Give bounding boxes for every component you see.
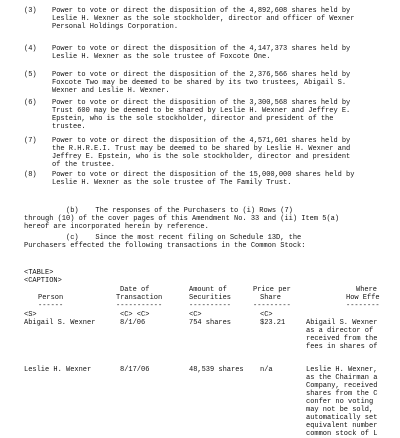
tag-s: <S> [24,311,37,319]
cell-amount: 754 shares [189,319,232,327]
item-text: Power to vote or direct the disposition of the 3,300,568 shares held by Trust 600 may be deemed to be shared by Leslie H. Wexner and Jeffrey E. Epstein, who is the sole stockholder, director and president of the trustee. [52,99,351,131]
cell-price: n/a [260,366,273,374]
transactions-table [24,269,400,438]
header-how-effected: How Effe [346,294,380,302]
header-transaction: Transaction [116,294,163,302]
item-number: (8) [24,171,37,179]
cell-person: Leslie H. Wexner [24,366,92,374]
item-text: Power to vote or direct the disposition of the 15,000,000 shares held by Leslie H. Wexner as the sole trustee of The Family Trust. [52,171,355,187]
item-number: (7) [24,137,37,145]
cell-amount: 48,539 shares [189,366,244,374]
header-price: Price per [253,286,291,294]
item-number: (4) [24,45,37,53]
cell-date: 8/17/06 [120,366,150,374]
header-where: Where [356,286,378,294]
item-text: Power to vote or direct the disposition of the 4,147,373 shares held by Leslie H. Wexner as the sole trustee of Foxcote One. [52,45,351,61]
cell-where: Leslie H. Wexner, as the Chairman a Company, received shares from the C confer no voting may not be sold, automatically set equivalent number common stock of L [306,366,378,438]
cell-date: 8/1/06 [120,319,146,327]
tag-c-date: <C> <C> [120,311,150,319]
header-amount: Amount of [189,286,227,294]
dash-person: ------ [38,302,64,310]
item-number: (6) [24,99,37,107]
header-person: Person [38,294,64,302]
cell-price: $23.21 [260,319,286,327]
dash-where: -------- [346,302,380,310]
header-securities: Securities [189,294,232,302]
item-number: (5) [24,71,37,79]
item-text: Power to vote or direct the disposition of the 4,892,608 shares held by Leslie H. Wexner as the sole stockholder, director and officer of Wexner Personal Holdings Corporation. [52,7,355,31]
cell-where: Abigail S. Wexner as a director of received from the fees in shares of [306,319,378,351]
header-date: Date of [120,286,150,294]
caption-tag: <CAPTION> [24,277,62,285]
table-tag: <TABLE> [24,269,54,277]
item-text: Power to vote or direct the disposition of the 2,376,566 shares held by Foxcote Two may be deemed to be shared by its two trustees, Abigail S. Wexner and Leslie H. Wexner. [52,71,351,95]
dash-amount: ---------- [189,302,232,310]
item-text: Power to vote or direct the disposition of the 4,571,601 shares held by the R.H.R.E.I. Trust may be deemed to be shared by Leslie H. Wexner and Jeffrey E. Epstein, who is the sole stockholder, director and president of the trustee. [52,137,351,169]
paragraph-c: (c) Since the most recent filing on Schedule 13D, the Purchasers effected the following transactions in the Common Stock: [24,234,306,250]
cell-person: Abigail S. Wexner [24,319,96,327]
tag-c-price: <C> [260,311,273,319]
paragraph-b: (b) The responses of the Purchasers to (i) Rows (7) through (10) of the cover pages of this Amendment No. 33 and (ii) Item 5(a) hereof are incorporated herein by reference. [24,207,340,231]
item-number: (3) [24,7,37,15]
tag-c-amount: <C> [189,311,202,319]
dash-price: --------- [253,302,291,310]
dash-date: ----------- [116,302,163,310]
header-share: Share [260,294,282,302]
